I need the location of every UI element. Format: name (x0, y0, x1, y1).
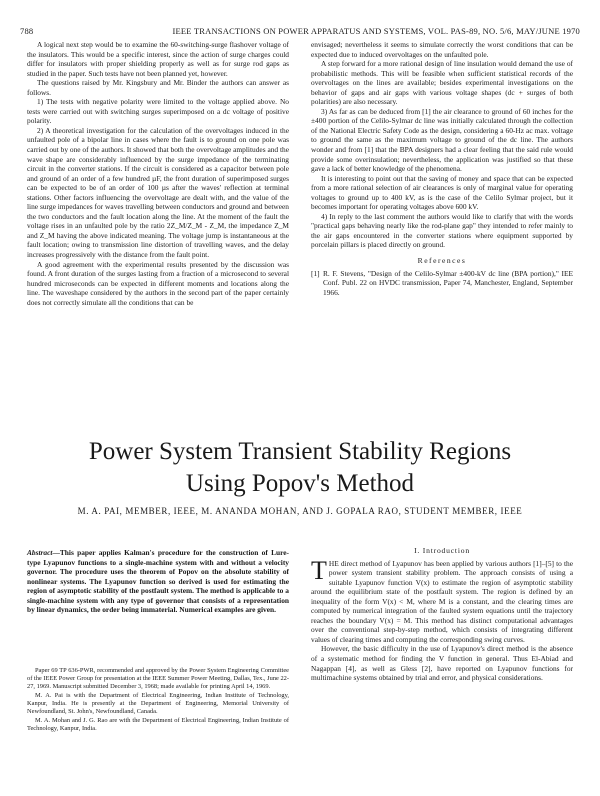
references-heading: References (417, 256, 467, 266)
discussion-paragraph: A step forward for a more rational design of line insulation would demand the use of probabilistic methods. This will be feasible when sufficient statistical records of the overvoltages on the lines are available; besides experimental investigations on the behavior of gaps and air gaps with various voltage shapes (dc + surges of both polarities) are also necessary. (311, 59, 573, 107)
paper-title-line-1: Power System Transient Stability Regions (88, 438, 512, 465)
journal-name: IEEE TRANSACTIONS ON POWER APPARATUS AND SYSTEMS, VOL. PAS-89, NO. 5/6, MAY/JUNE 1970 (172, 26, 580, 36)
paper-authors: M. A. PAI, MEMBER, IEEE, M. ANANDA MOHAN, AND J. GOPALA RAO, STUDENT MEMBER, IEEE (77, 506, 523, 516)
discussion-paragraph: A logical next step would be to examine the 60-switching-surge flashover voltage of the insulators. This would be a specific interest, since the action of surge charges could differ for insulators with proper shielding properly as well as for surge rod gaps as studied in the paper. Such tests have not been planned yet, however. (27, 40, 289, 78)
reference-item (311, 269, 573, 298)
introduction-paragraph-text: HE direct method of Lyapunov has been applied by various authors [1]–[5] to the power system transient stability problem. The approach consists of using a suitable Lyapunov function V(x) to estimate the region of asymptotic stability around the equilibrium state of the postfault system. The region is defined by an inequality of the form V(x) < M, where M is a constant, and the clearing times are computed by numerical integration of the faulted system equations until the trajectory reaches the boundary V(x) = M. This method has distinct computational advantages over the conventional step-by-step method, which consists of integrating different values of clearing times and computing the corresponding swing curves. (311, 558, 573, 644)
discussion-paragraph: It is interesting to point out that the saving of money and space that can be expected from a more rational selection of air clearances is only of marginal value for operating voltages to ground up to 400 kV, as is the case of the Celilo Sylmar project, but it becomes important for operating voltages above 600 kV. (311, 173, 573, 212)
discussion-paragraph: 3) As far as can be deduced from [1] the air clearance to ground of 60 inches for the ±400 portion of the Celilo-Sylmar dc line was initially calculated through the collection of the National Electric Safety Code as the design, considering a 60-Hz ac max. voltage to ground the same as the maximum voltage to ground of the dc line. The authors wonder and from [1] that the BPA designers had a clear feeling that the said rule would provide some overinsulation; nevertheless, the application was justified so that these gave a lack of better knowledge of the phenomena. (311, 106, 573, 174)
drop-cap: T (311, 555, 327, 585)
discussion-paragraph: 2) A theoretical investigation for the calculation of the overvoltages induced in the unfaulted pole of a bipolar line in cases where the fault is to ground on one pole was carried out by one of the authors. It showed that both the overvoltage amplitudes and the wave shape are considerably influenced by the surge impedance of the terminating circuit in the converter stations. If the circuit is considered as a capacitor between pole and ground of an order of a few hundred µF, the front duration of superimposed surges can be expected to be of an order of 100 µs after the waves' reflection at terminal stations. Other factors influencing the overvoltage are dealt with, and the value of the line surge impedances for waves travelling between conductors and ground and between the two conductors and the fault location along the line. At the moment of the fault the voltage rises in an unfaulted pole by the ratio 2Z_M/Z_M - Z_M, the impedance Z_M and Z_M having the above indicated meaning. The voltage jump is instantaneous at the fault location; owing to transmission line distortion of travelling waves, and the delay increases progressively with the distance from the fault point. (27, 125, 289, 260)
discussion-paragraph: The questions raised by Mr. Kingsbury and Mr. Binder the authors can answer as follows. (27, 78, 289, 97)
footnote: M. A. Mohan and J. G. Rao are with the Department of Electrical Engineering, Indian Institute of Technology, Kanpur, India. (27, 717, 289, 733)
introduction-paragraph (311, 555, 573, 645)
introduction-heading: I. Introduction (414, 546, 470, 555)
footnotes (27, 667, 289, 734)
discussion-paragraph: A good agreement with the experimental results presented by the discussion was found. A front duration of the surges lasting from a fraction of a microsecond to several hundred microseconds can be expected in different moments and locations along the line. The waveshape considered by the authors in the second part of the paper certainly does not correctly simulate all the conditions that can be (27, 259, 289, 307)
abstract-label: Abstract (27, 548, 53, 557)
discussion-right-column (311, 40, 573, 297)
paper-title-line-2: Using Popov's Method (185, 470, 415, 497)
discussion-left-column (27, 40, 289, 307)
footnote: M. A. Pai is with the Department of Electrical Engineering, Indian Institute of Technology, Kanpur, India. He is presently at the Department of Engineering, Memorial University of Newfoundland, St. John's, Newfoundland, Canada. (27, 692, 289, 716)
reference-text: R. F. Stevens, "Design of the Celilo-Sylmar ±400-kV dc line (BPA portion)," IEE Conf. Publ. 22 on HVDC transmission, Paper 74, Manchester, England, September 1966. (323, 268, 573, 297)
reference-number: [1] (311, 268, 320, 278)
introduction-section (311, 546, 573, 683)
page-number: 788 (20, 26, 34, 36)
abstract-text: —This paper applies Kalman's procedure for the construction of Lure-type Lyapunov functions to a single-machine system with and without a velocity governor. The procedure uses the theorem of Popov on the absolute stability of nonlinear systems. The Lyapunov function so derived is used for estimating the region of asymptotic stability of the postfault system. The method is applicable to a single-machine system with any type of governor that consists of a representation by linear dynamics, the order being immaterial. Numerical examples are given. (27, 548, 289, 615)
discussion-paragraph: envisaged; nevertheless it seems to simulate correctly the worst conditions that can be expected due to induced overvoltages on the unfaulted pole. (311, 40, 573, 59)
discussion-paragraph: 4) In reply to the last comment the authors would like to clarify that with the words "practical gaps behaving nearly like the rod-plane gap" they intended to refer mainly to the air gaps encountered in the converter stations where equipment supported by porcelain pillars is placed directly on ground. (311, 211, 573, 250)
footnote: Paper 69 TP 636-PWR, recommended and approved by the Power System Engineering Committee of the IEEE Power Group for presentation at the IEEE Summer Power Meeting, Dallas, Tex., June 22-27, 1969. Manuscript submitted December 3, 1968; made available for printing April 14, 1969. (27, 667, 289, 691)
introduction-paragraph: However, the basic difficulty in the use of Lyapunov's direct method is the absence of a systematic method for finding the V function in general. Thus El-Abiad and Nagappan [4], as well as Gless [2], have reported on Lyapunov functions for multimachine systems obtained by trial and error, and physical considerations. (311, 644, 573, 683)
running-header (20, 26, 580, 40)
abstract (27, 548, 289, 615)
discussion-paragraph: 1) The tests with negative polarity were limited to the voltage applied above. No tests were carried out with switching surges superimposed on a dc voltage of positive polarity. (27, 97, 289, 126)
